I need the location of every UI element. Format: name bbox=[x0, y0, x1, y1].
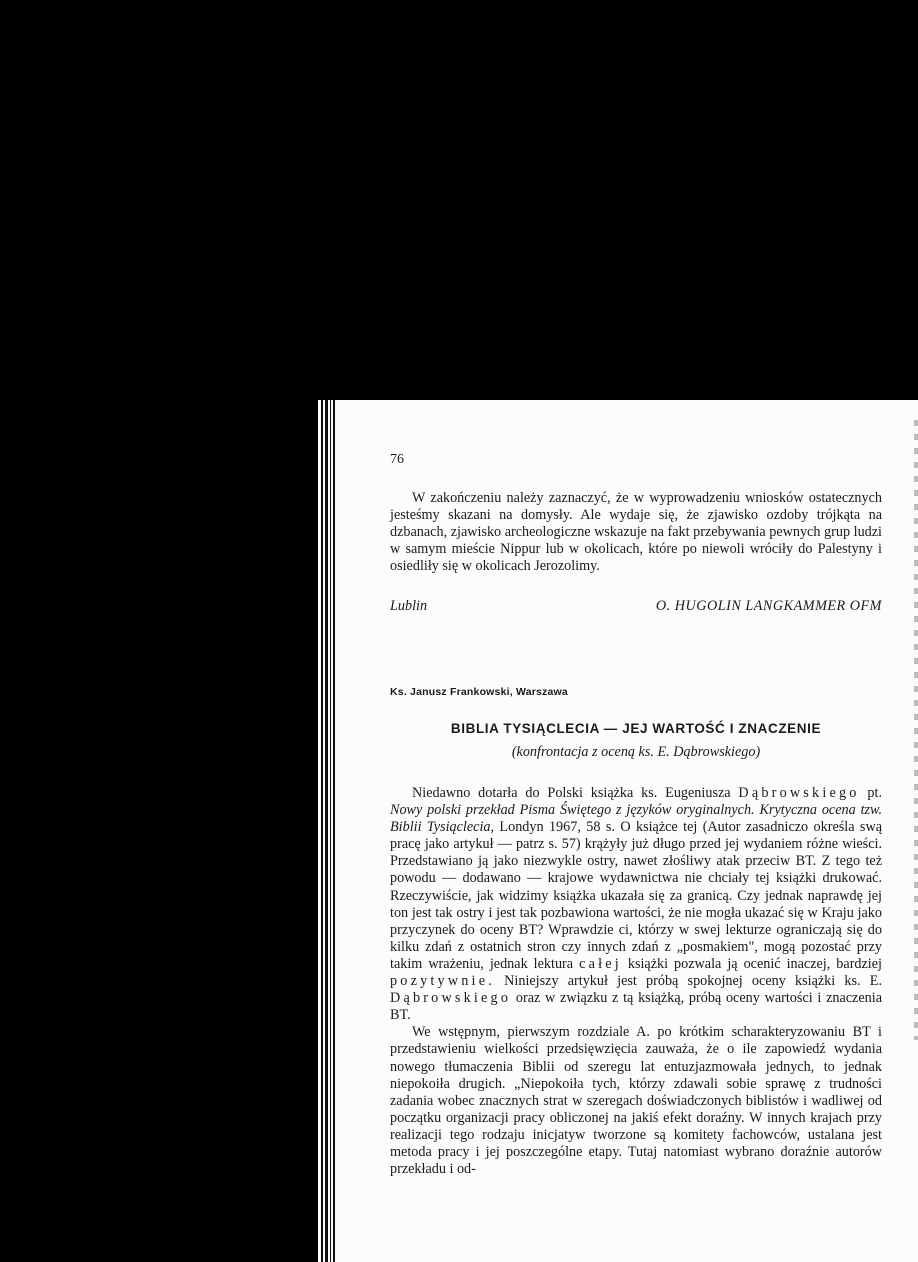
article-paragraph-2: We wstępnym, pierwszym rozdziale A. po krótkim scharakteryzowaniu BT i przedstawieniu wielkości przedsięwzięcia zauważa, że o ile zapowiedź wydania nowego tłumaczenia Biblii od szeregu lat entuzjazmowała jednych, to jednak niepokoiła drugich. „Niepokoiła tych, którzy zdawali sobie sprawę z trudności zadania wobec znacznych strat w szeregach doświadczonych biblistów i wadliwej od początku organizacji pracy obliczonej na jakiś efekt doraźny. W innych krajach przy realizacji tego rodzaju inicjatyw tworzone są komitety fachowców, ustalana jest metoda pracy i jej poszczególne etapy. Tutaj natomiast wybrano doraźnie autorów przekładu i od- bbox=[390, 1024, 882, 1178]
book-page bbox=[318, 400, 918, 1262]
article-paragraph-1: Niedawno dotarła do Polski książka ks. Eugeniusza Dąbrowskiego pt. Nowy polski przekład Pisma Świętego z języków oryginalnych. Krytyczna ocena tzw. Biblii Tysiąclecia, Londyn 1967, 58 s. O książce tej (Autor zasadniczo określa swą pracę jako artykuł — patrz s. 57) krążyły już długo przed jej wydaniem różne wieści. Przedstawiano ją jako niezwykle ostry, nawet złośliwy atak przeciw BT. Z tego też powodu — dodawano — krajowe wydawnictwa nie chciały tej książki drukować. Rzeczywiście, jak widzimy książka ukazała się za granicą. Czy jednak naprawdę jej ton jest tak ostry i jest tak pozbawiona wartości, że nie mogła ukazać się w Kraju jako przyczynek do oceny BT? Wprawdzie ci, którzy w swej lekturze ograniczają się do kilku zdań z ostatnich stron czy innych zdań z „posmakiem", mogą pozostać przy takim wrażeniu, jednak lektura całej książki pozwala ją ocenić inaczej, bardziej pozytywnie. Niniejszy artykuł jest próbą spokojnej oceny książki ks. E. Dąbrowskiego oraz w związku z tą książką, próbą oceny wartości i znaczenia BT. bbox=[390, 785, 882, 1024]
closing-text-block bbox=[390, 490, 882, 575]
article-author: Ks. Janusz Frankowski, Warszawa bbox=[390, 686, 568, 698]
page-number: 76 bbox=[390, 452, 404, 467]
article-title: BIBLIA TYSIĄCLECIA — JEJ WARTOŚĆ I ZNACZENIE bbox=[450, 721, 822, 736]
page-edge-right bbox=[914, 420, 918, 1040]
scan-background-left bbox=[0, 0, 320, 1262]
signature-place: Lublin bbox=[390, 598, 428, 614]
signature-name: O. HUGOLIN LANGKAMMER OFM bbox=[655, 598, 882, 614]
binding-edge bbox=[318, 400, 340, 1262]
article-body bbox=[390, 785, 882, 1178]
closing-paragraph: W zakończeniu należy zaznaczyć, że w wyprowadzeniu wniosków ostatecznych jesteśmy skazani na domysły. Ale wydaje się, że zjawisko ozdoby trójkąta na dzbanach, zjawisko archeologiczne wskazuje na fakt przebywania pewnych grup ludzi w samym mieście Nippur lub w okolicach, które po niewoli wróciły do Palestyny i osiedliły się w okolicach Jerozolimy. bbox=[390, 490, 882, 575]
article-subtitle: (konfrontacja z oceną ks. E. Dąbrowskiego) bbox=[511, 744, 761, 760]
